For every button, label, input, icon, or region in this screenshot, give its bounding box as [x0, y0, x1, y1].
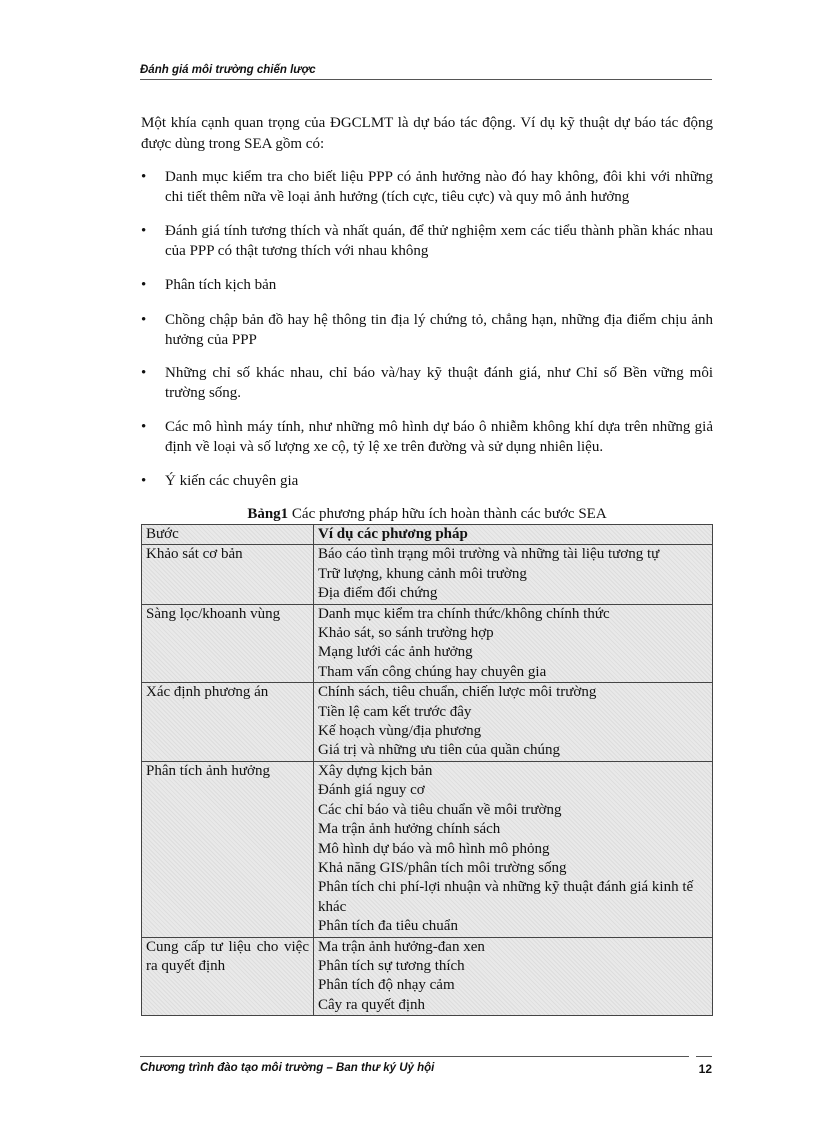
table-caption-text: Các phương pháp hữu ích hoàn thành các bước SEA [291, 506, 607, 522]
table-caption [141, 505, 713, 523]
method-item: Trữ lượng, khung cảnh môi trường [318, 565, 527, 582]
list-item [141, 275, 713, 295]
method-item: Kế hoạch vùng/địa phương [318, 723, 482, 740]
table-caption-label: Bảng1 [247, 506, 289, 522]
method-item: Đánh giá nguy cơ [318, 782, 425, 799]
method-item: Ma trận ảnh hưởng chính sách [318, 821, 501, 838]
step-cell: Cung cấp tư liệu cho việc ra quyết định [142, 937, 314, 1016]
list-item [141, 167, 713, 207]
method-item: Tham vấn công chúng hay chuyên gia [318, 663, 547, 680]
list-item [141, 310, 713, 350]
method-item: Phân tích sự tương thích [318, 957, 465, 974]
bullet-icon: • [141, 365, 147, 381]
bullet-icon: • [141, 312, 147, 328]
method-item: Danh mục kiểm tra chính thức/không chính thức [318, 605, 610, 622]
list-item-text: Ý kiến các chuyên gia [165, 473, 299, 489]
method-item: Ma trận ảnh hưởng-đan xen [318, 938, 485, 955]
table-row [142, 937, 713, 1016]
method-item: Báo cáo tình trạng môi trường và những tài liệu tương tự [318, 546, 660, 563]
footer-rule [140, 1056, 689, 1057]
methods-cell [314, 604, 713, 683]
table-row [142, 545, 713, 604]
bullet-icon: • [141, 419, 147, 435]
table-row [142, 761, 713, 937]
method-item: Mô hình dự báo và mô hình mô phỏng [318, 840, 550, 857]
methods-cell [314, 545, 713, 604]
method-item: Phân tích chi phí-lợi nhuận và những kỹ thuật đánh giá kinh tế khác [318, 879, 694, 915]
list-item [141, 221, 713, 261]
step-cell: Sàng lọc/khoanh vùng [142, 604, 314, 683]
list-item-text: Các mô hình máy tính, như những mô hình dự báo ô nhiễm không khí dựa trên những giả định về loại và số lượng xe cộ, tỷ lệ xe trên đường và sử dụng nhiên liệu. [165, 419, 713, 455]
list-item-text: Những chỉ số khác nhau, chỉ báo và/hay kỹ thuật đánh giá, như Chỉ số Bền vững môi trường sống. [165, 365, 713, 401]
step-cell: Khảo sát cơ bản [142, 545, 314, 604]
method-item: Giá trị và những ưu tiên của quần chúng [318, 742, 561, 759]
methods-cell [314, 937, 713, 1016]
method-item: Địa điểm đối chứng [318, 585, 438, 602]
step-cell: Xác định phương án [142, 683, 314, 762]
column-header-step: Bước [142, 525, 314, 545]
list-item [141, 363, 713, 403]
method-item: Phân tích đa tiêu chuẩn [318, 918, 458, 935]
method-item: Tiền lệ cam kết trước đây [318, 703, 472, 720]
method-item: Mạng lưới các ảnh hưởng [318, 644, 473, 661]
method-item: Phân tích độ nhạy cảm [318, 977, 455, 994]
methods-cell [314, 761, 713, 937]
table-row [142, 604, 713, 683]
footer-rule-page [696, 1056, 712, 1057]
list-item [141, 471, 713, 491]
methods-cell [314, 683, 713, 762]
list-item-text: Danh mục kiểm tra cho biết liệu PPP có ảnh hưởng nào đó hay không, đôi khi với những chi tiết thêm nữa về loại ảnh hưởng (tích cực, tiêu cực) và quy mô ảnh hưởng [165, 169, 713, 205]
methods-table [141, 524, 713, 1016]
step-cell: Phân tích ảnh hưởng [142, 761, 314, 937]
list-item-text: Đánh giá tính tương thích và nhất quán, để thử nghiệm xem các tiểu thành phần khác nhau của PPP có thật tương thích với nhau không [165, 223, 713, 259]
bullet-icon: • [141, 473, 147, 489]
bullet-icon: • [141, 169, 147, 185]
list-item [141, 417, 713, 457]
running-header: Đánh giá môi trường chiến lược [140, 64, 712, 80]
method-item: Chính sách, tiêu chuẩn, chiến lược môi trường [318, 684, 597, 701]
method-item: Cây ra quyết định [318, 996, 426, 1013]
bullet-icon: • [141, 277, 147, 293]
intro-paragraph: Một khía cạnh quan trọng của ĐGCLMT là dự báo tác động. Ví dụ kỹ thuật dự báo tác động được dùng trong SEA gồm có: [141, 115, 713, 152]
list-item-text: Chồng chập bản đồ hay hệ thông tin địa lý chứng tỏ, chẳng hạn, những địa điểm chịu ảnh hưởng của PPP [165, 312, 713, 348]
method-item: Khả năng GIS/phân tích môi trường sống [318, 859, 567, 876]
column-header-methods: Ví dụ các phương pháp [314, 525, 713, 545]
bullet-icon: • [141, 223, 147, 239]
list-item-text: Phân tích kịch bản [165, 277, 277, 293]
method-item: Xây dựng kịch bản [318, 762, 433, 779]
method-item: Khảo sát, so sánh trường hợp [318, 625, 494, 642]
table-row [142, 683, 713, 762]
running-footer: Chương trình đào tạo môi trường – Ban thư ký Uỷ hội [140, 1062, 435, 1074]
table-header-row [142, 525, 713, 545]
page-number: 12 [698, 1062, 712, 1076]
method-item: Các chỉ báo và tiêu chuẩn về môi trường [318, 801, 562, 818]
